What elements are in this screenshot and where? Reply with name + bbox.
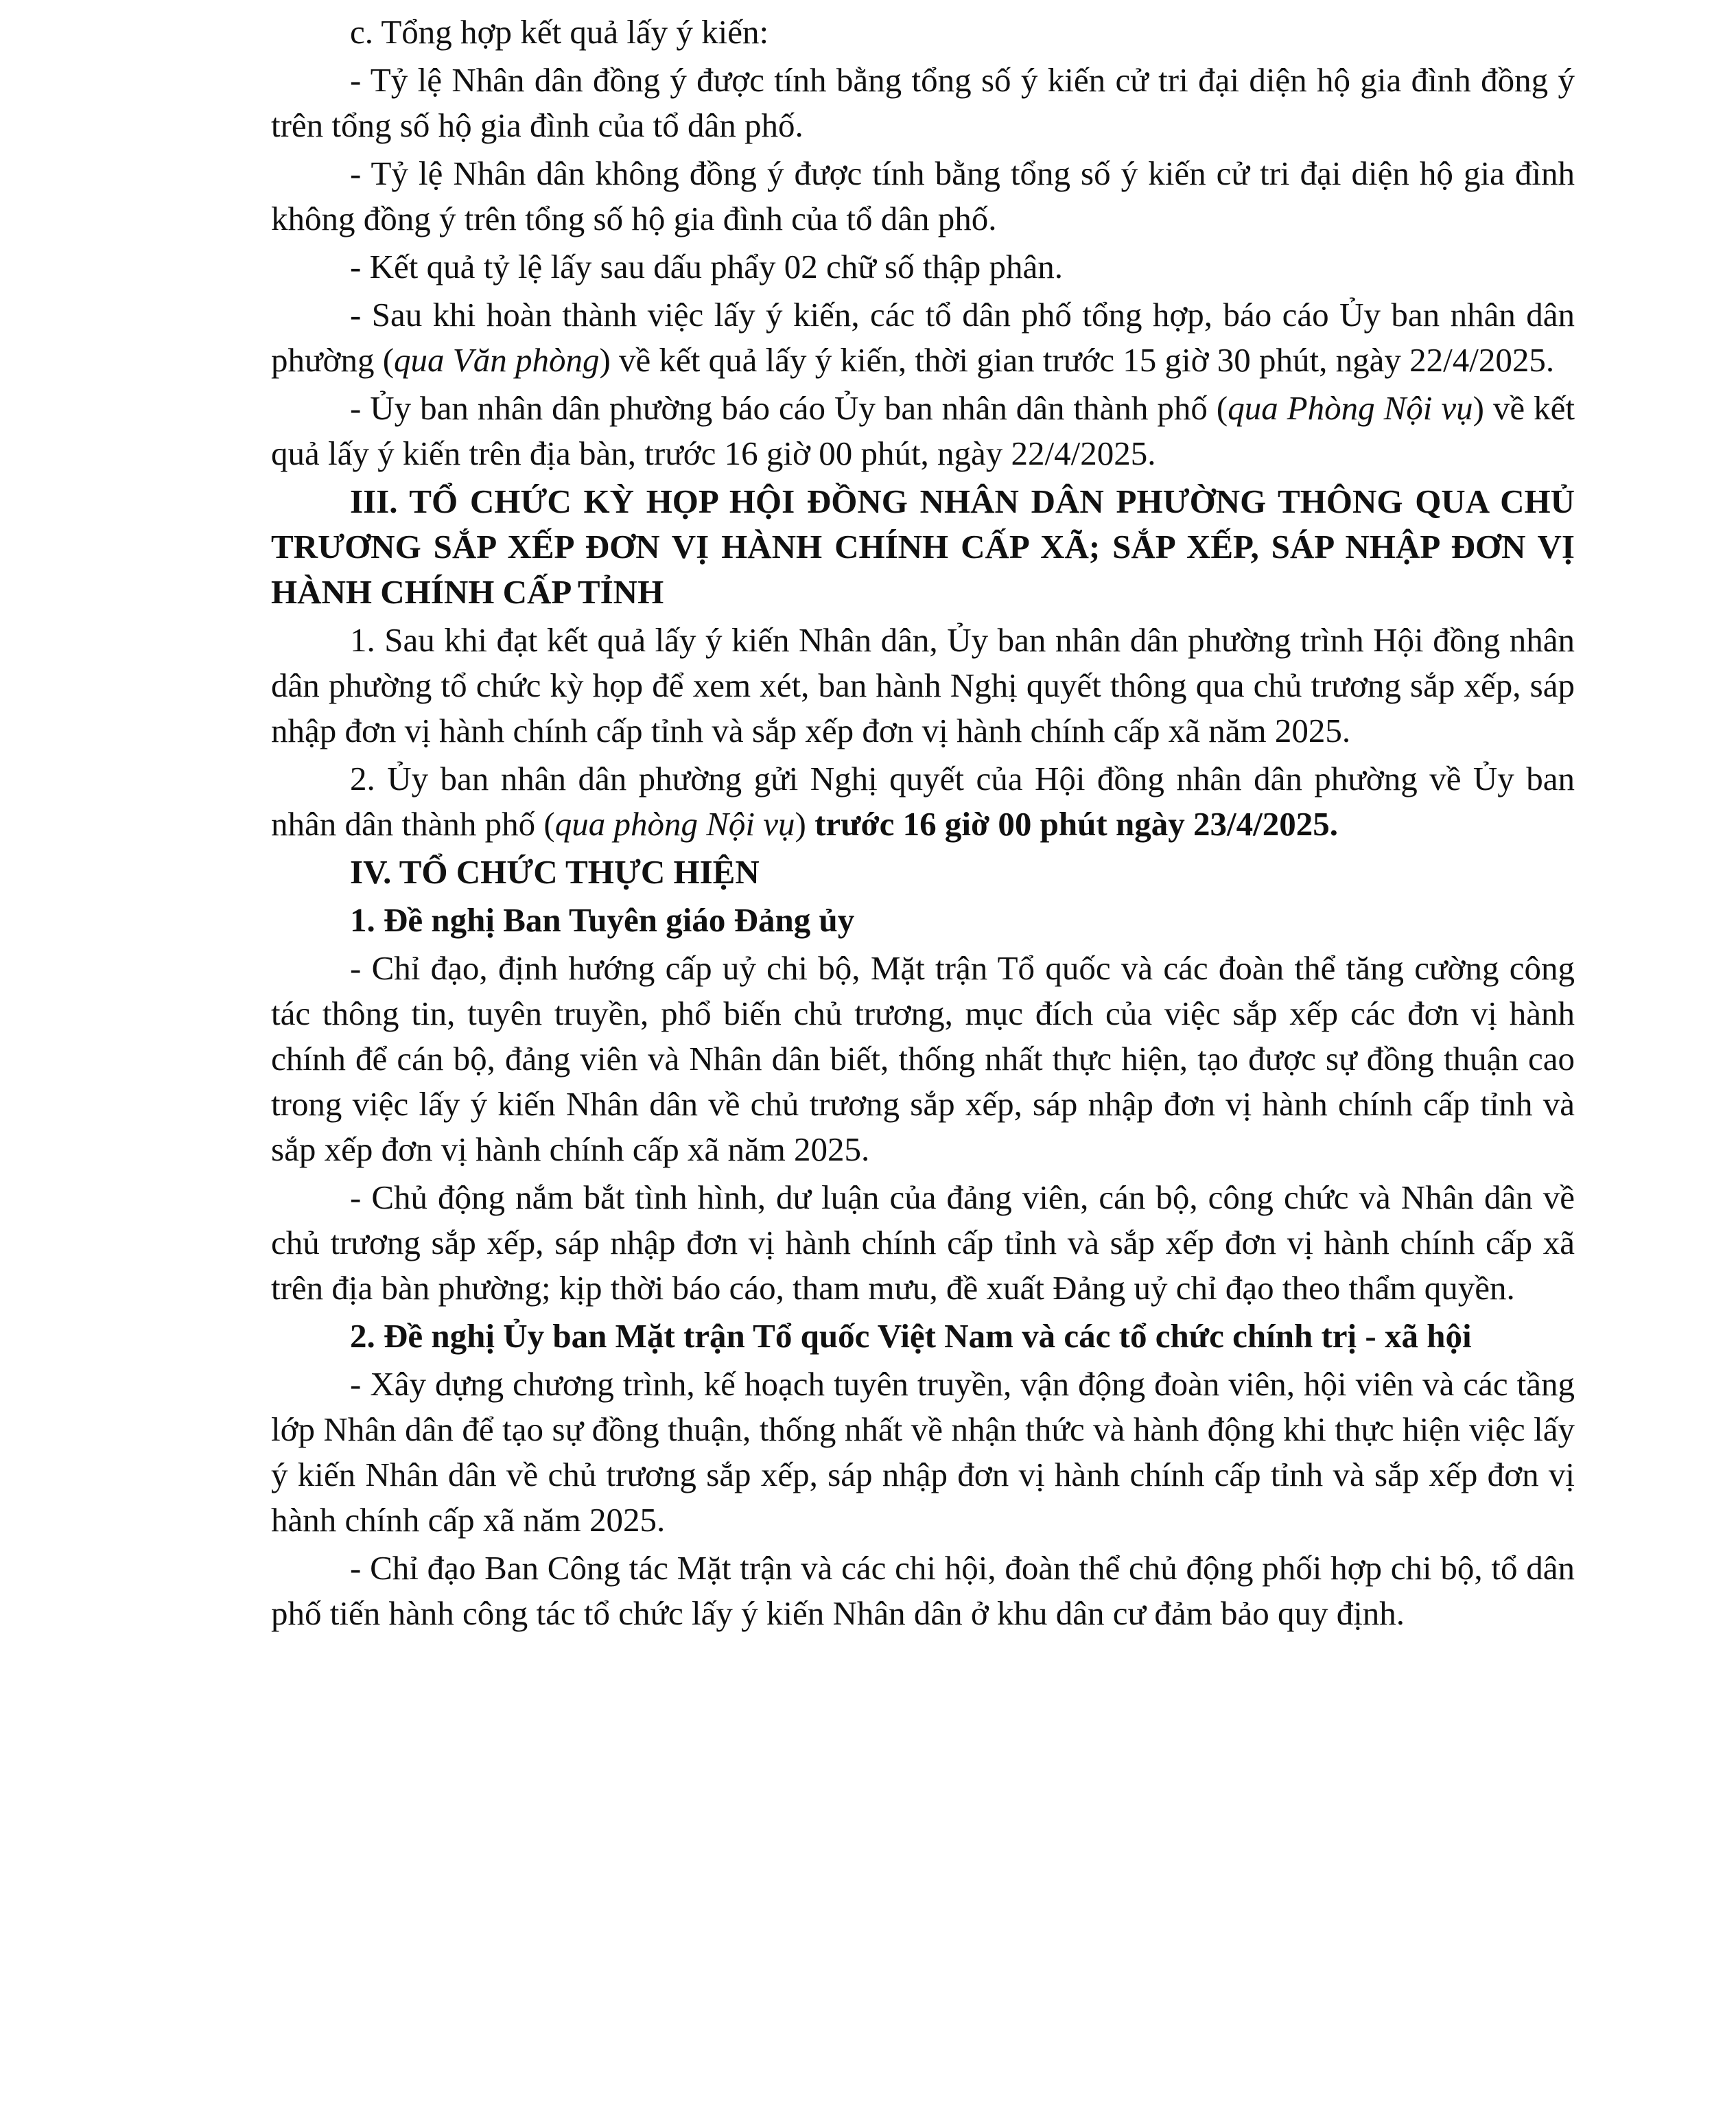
section-iii-paragraph-1: 1. Sau khi đạt kết quả lấy ý kiến Nhân dân, Ủy ban nhân dân phường trình Hội đồng nhân dân phường tổ chức kỳ họp để xem xét, ban hành Nghị quyết thông qua chủ trương sắp xếp, sáp nhập đơn vị hành chính cấp tỉnh và sắp xếp đơn vị hành chính cấp xã năm 2025. — [271, 621, 1575, 749]
section-c-paragraph-4 — [271, 292, 1575, 383]
section-c-paragraph-2: - Tỷ lệ Nhân dân không đồng ý được tính bằng tổng số ý kiến cử tri đại diện hộ gia đình không đồng ý trên tổng số hộ gia đình của tổ dân phố. — [271, 154, 1575, 237]
section-iii-heading: III. TỔ CHỨC KỲ HỌP HỘI ĐỒNG NHÂN DÂN PHƯỜNG THÔNG QUA CHỦ TRƯƠNG SẮP XẾP ĐƠN VỊ HÀNH CHÍNH CẤP XÃ; SẮP XẾP, SÁP NHẬP ĐƠN VỊ HÀNH CHÍNH CẤP TỈNH — [271, 482, 1575, 611]
text-run: ) về kết quả lấy ý kiến, thời gian trước 15 giờ 30 phút, ngày 22/4/2025. — [599, 341, 1555, 379]
section-c-paragraph-5 — [271, 386, 1575, 476]
bold-deadline: trước 16 giờ 00 phút ngày 23/4/2025. — [814, 805, 1338, 843]
italic-text: qua phòng Nội vụ — [554, 805, 795, 843]
text-run: - Sau khi hoàn thành việc lấy ý kiến, các tổ dân phố tổng hợp, báo cáo Ủy ban nhân dân phường ( — [271, 296, 1575, 379]
section-iv-sub1-paragraph-2: - Chủ động nắm bắt tình hình, dư luận của đảng viên, cán bộ, công chức và Nhân dân về chủ trương sắp xếp, sáp nhập đơn vị hành chính cấp tỉnh và sắp xếp đơn vị hành chính cấp xã trên địa bàn phường; kịp thời báo cáo, tham mưu, đề xuất Đảng uỷ chỉ đạo theo thẩm quyền. — [271, 1178, 1575, 1307]
section-iv-sub2-paragraph-1: - Xây dựng chương trình, kế hoạch tuyên truyền, vận động đoàn viên, hội viên và các tầng lớp Nhân dân để tạo sự đồng thuận, thống nhất về nhận thức và hành động khi thực hiện việc lấy ý kiến Nhân dân về chủ trương sắp xếp, sáp nhập đơn vị hành chính cấp tỉnh và sắp xếp đơn vị hành chính cấp xã năm 2025. — [271, 1365, 1575, 1539]
italic-text: qua Văn phòng — [394, 341, 600, 379]
section-c-paragraph-3: - Kết quả tỷ lệ lấy sau dấu phẩy 02 chữ số thập phân. — [350, 248, 1063, 286]
italic-text: qua Phòng Nội vụ — [1228, 389, 1473, 427]
section-iv-sub2-paragraph-2: - Chỉ đạo Ban Công tác Mặt trận và các chi hội, đoàn thể chủ động phối hợp chi bộ, tổ dân phố tiến hành công tác tổ chức lấy ý kiến Nhân dân ở khu dân cư đảm bảo quy định. — [271, 1549, 1575, 1632]
section-iv-heading: IV. TỔ CHỨC THỰC HIỆN — [350, 853, 760, 891]
text-run: - Ủy ban nhân dân phường báo cáo Ủy ban nhân dân thành phố ( — [350, 389, 1228, 427]
text-run: 2. Ủy ban nhân dân phường gửi Nghị quyết của Hội đồng nhân dân phường về Ủy ban nhân dân thành phố ( — [271, 760, 1575, 843]
section-iv-sub1-heading: 1. Đề nghị Ban Tuyên giáo Đảng ủy — [350, 901, 855, 939]
section-iv-sub2-heading: 2. Đề nghị Ủy ban Mặt trận Tổ quốc Việt Nam và các tổ chức chính trị - xã hội — [350, 1317, 1472, 1355]
text-run: ) — [795, 805, 815, 843]
section-iii-paragraph-2 — [271, 756, 1575, 847]
section-iv-sub1-paragraph-1: - Chỉ đạo, định hướng cấp uỷ chi bộ, Mặt trận Tổ quốc và các đoàn thể tăng cường công tác thông tin, tuyên truyền, phổ biến chủ trương, mục đích của việc sắp xếp các đơn vị hành chính để cán bộ, đảng viên và Nhân dân biết, thống nhất thực hiện, tạo được sự đồng thuận cao trong việc lấy ý kiến Nhân dân về chủ trương sắp xếp, sáp nhập đơn vị hành chính cấp tỉnh và sắp xếp đơn vị hành chính cấp xã năm 2025. — [271, 949, 1575, 1168]
section-c-paragraph-1: - Tỷ lệ Nhân dân đồng ý được tính bằng tổng số ý kiến cử tri đại diện hộ gia đình đồng ý trên tổng số hộ gia đình của tổ dân phố. — [271, 61, 1575, 144]
section-c-title: c. Tổng hợp kết quả lấy ý kiến: — [350, 13, 769, 51]
text-run: ) về kết quả lấy ý kiến trên địa bàn, trước 16 giờ 00 phút, ngày 22/4/2025. — [271, 389, 1575, 472]
document-page — [271, 10, 1575, 1636]
